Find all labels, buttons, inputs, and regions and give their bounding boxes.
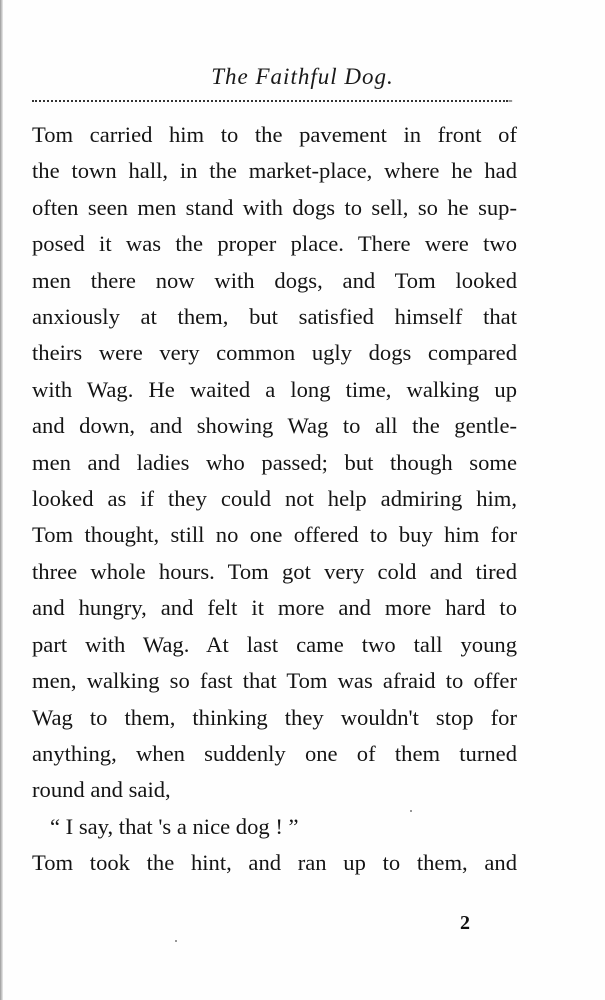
paper-speck — [175, 940, 177, 942]
text-line: men there now with dogs, and Tom looked — [32, 267, 517, 293]
text-line: three whole hours. Tom got very cold and tired — [32, 558, 517, 584]
page-edge-shadow — [0, 0, 3, 1000]
header-rule-end: - — [508, 93, 513, 108]
text-line: often seen men stand with dogs to sell, so he sup- — [32, 194, 517, 220]
text-line: anything, when suddenly one of them turned — [32, 740, 517, 766]
text-line: anxiously at them, but satisfied himself that — [32, 304, 517, 330]
text-line: the town hall, in the market-place, where he had — [32, 158, 517, 184]
dialogue-line: “ I say, that 's a nice dog ! ” — [50, 813, 299, 839]
text-line: and down, and showing Wag to all the gentle- — [32, 413, 517, 439]
running-title: The Faithful Dog. — [211, 64, 394, 89]
paper-speck — [410, 810, 412, 812]
text-line: part with Wag. At last came two tall young — [32, 631, 517, 657]
text-line: looked as if they could not help admiring him, — [32, 486, 517, 512]
text-line: round and said, — [32, 777, 171, 803]
page-number: 2 — [460, 912, 470, 934]
text-line: men and ladies who passed; but though some — [32, 449, 517, 475]
text-line: theirs were very common ugly dogs compared — [32, 340, 517, 366]
text-line: posed it was the proper place. There were two — [32, 231, 517, 257]
text-line: Tom carried him to the pavement in front of — [32, 122, 517, 147]
text-line: Tom took the hint, and ran up to them, and — [32, 850, 517, 876]
text-line: Wag to them, thinking they wouldn't stop for — [32, 704, 517, 730]
body-text — [32, 117, 517, 882]
header-rule — [32, 100, 508, 102]
text-line: Tom thought, still no one offered to buy him for — [32, 522, 517, 548]
text-line: men, walking so fast that Tom was afraid to offer — [32, 668, 517, 694]
text-line: with Wag. He waited a long time, walking up — [32, 376, 517, 402]
text-line: and hungry, and felt it more and more hard to — [32, 595, 517, 621]
